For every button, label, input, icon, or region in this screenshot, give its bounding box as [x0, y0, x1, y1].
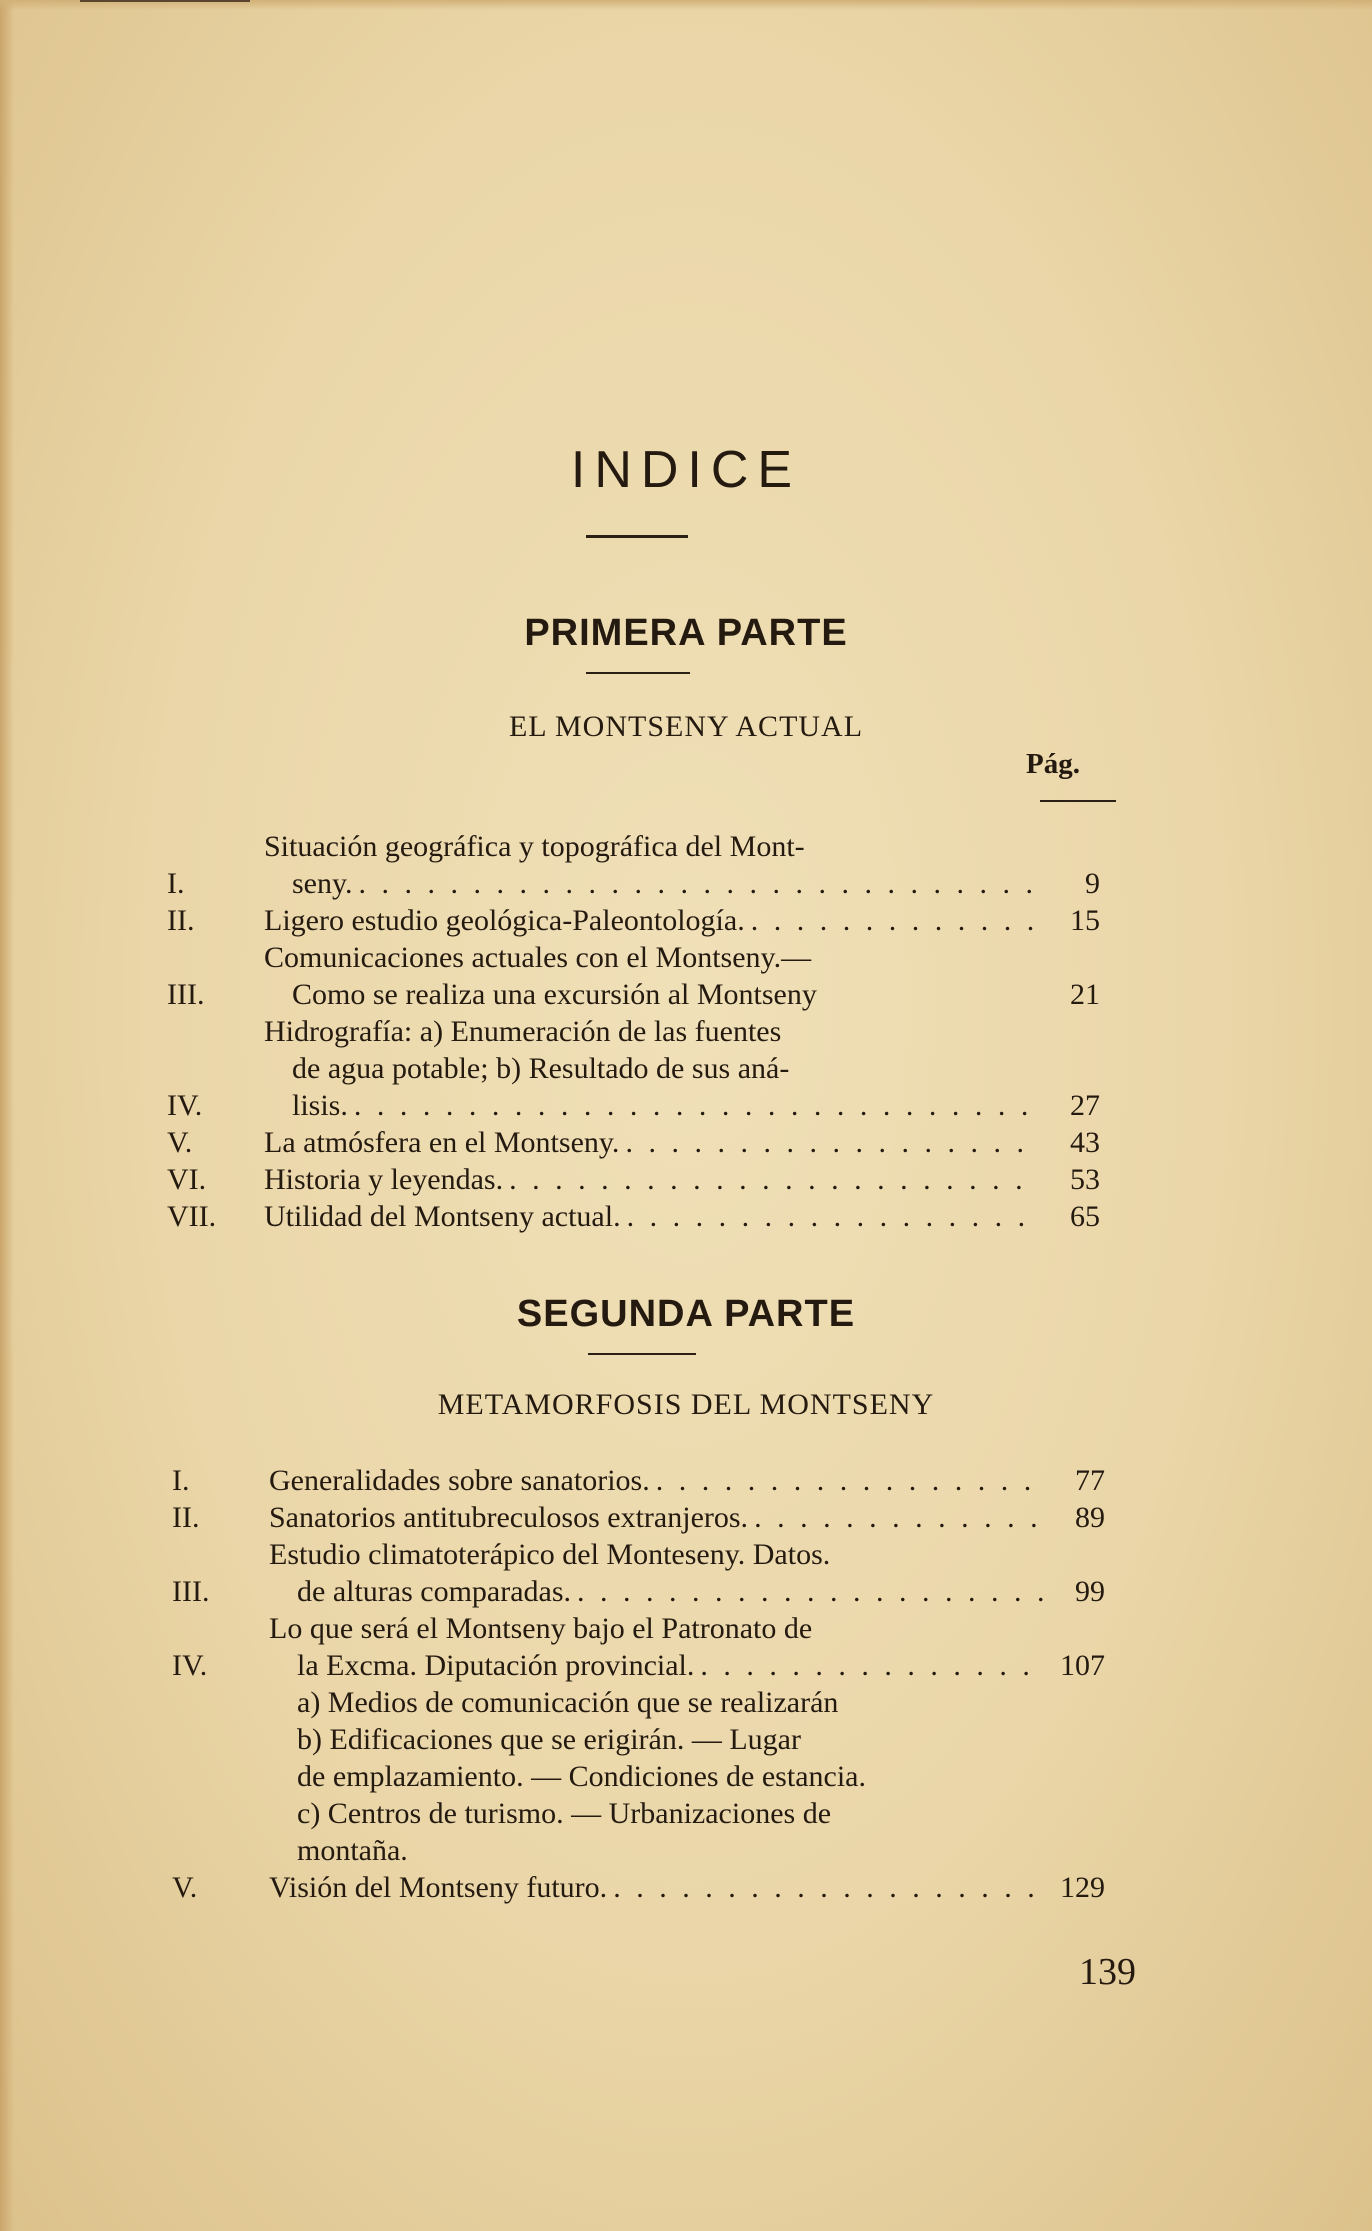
entry-text: Sanatorios antitubreculosos extranjeros. . . .	[269, 1499, 1045, 1536]
entry-number: IV.	[172, 1649, 208, 1682]
page-column-label: Pág.	[1026, 748, 1080, 780]
entry-page: 77	[1075, 1464, 1105, 1497]
entry-text: Historia y leyendas. . . .	[264, 1161, 1040, 1198]
entry-page: 99	[1075, 1575, 1105, 1608]
page-number: 139	[1079, 1951, 1136, 1993]
entry-text: Lo que será el Montseny bajo el Patronato de la Excma. Diputación provincial. . . .	[269, 1610, 1045, 1684]
toc-entry	[167, 902, 1100, 939]
part-two-subtitle: METAMORFOSIS DEL MONTSENY	[437, 1388, 935, 1421]
top-edge-mark	[80, 0, 250, 2]
part-one-rule	[586, 672, 690, 674]
toc-entry	[172, 1869, 1105, 1906]
entry-text: La atmósfera en el Montseny. . . .	[264, 1124, 1040, 1161]
entry-number: V.	[172, 1871, 198, 1904]
entry-page: 65	[1070, 1200, 1100, 1233]
title-rule	[586, 535, 688, 538]
entry-page: 43	[1070, 1126, 1100, 1159]
index-title: INDICE	[570, 441, 802, 499]
part-one-title: PRIMERA PARTE	[524, 612, 848, 654]
toc-part-two	[172, 1462, 1105, 1906]
entry-number: I.	[172, 1464, 190, 1497]
entry-page: 15	[1070, 904, 1100, 937]
entry-text: Ligero estudio geológica-Paleontología. . . .	[264, 902, 1040, 939]
toc-entry	[172, 1536, 1105, 1610]
entry-number: VII.	[167, 1200, 217, 1233]
entry-page: 9	[1085, 867, 1100, 900]
entry-page: 21	[1070, 978, 1100, 1011]
part-two-title: SEGUNDA PARTE	[516, 1293, 856, 1335]
toc-entry	[167, 1161, 1100, 1198]
toc-entry	[167, 939, 1100, 1013]
entry-number: II.	[167, 904, 195, 937]
entry-number: IV.	[167, 1089, 203, 1122]
entry-page: 89	[1075, 1501, 1105, 1534]
toc-entry	[167, 828, 1100, 902]
page-edge-shadow	[0, 0, 14, 2231]
entry-text: a) Medios de comunicación que se realizarán b) Edificaciones que se erigirán. — Lugar de emplazamiento. — Condiciones de estancia. c) Centros de turismo. — Urbanizaciones de montaña.	[297, 1686, 866, 1867]
toc-entry	[172, 1610, 1105, 1684]
toc-entry	[172, 1462, 1105, 1499]
toc-entry	[167, 1013, 1100, 1124]
entry-text: Utilidad del Montseny actual. . . .	[264, 1198, 1040, 1235]
entry-page: 53	[1070, 1163, 1100, 1196]
toc-entry	[167, 1124, 1100, 1161]
entry-page: 107	[1060, 1649, 1105, 1682]
entry-page: 129	[1060, 1871, 1105, 1904]
entry-number: VI.	[167, 1163, 207, 1196]
entry-text: Estudio climatoterápico del Monteseny. Datos. de alturas comparadas. . . .	[269, 1536, 1045, 1610]
entry-page: 27	[1070, 1089, 1100, 1122]
entry-number: II.	[172, 1501, 200, 1534]
entry-number: I.	[167, 867, 185, 900]
entry-number: III.	[167, 978, 205, 1011]
entry-text: Visión del Montseny futuro. . . .	[269, 1869, 1045, 1906]
entry-number: III.	[172, 1575, 210, 1608]
toc-subentries	[172, 1684, 1105, 1869]
part-one-subtitle: EL MONTSENY ACTUAL	[508, 710, 864, 743]
toc-part-one	[167, 828, 1100, 1235]
page-column-rule	[1040, 800, 1116, 802]
entry-text: Comunicaciones actuales con el Montseny.— Como se realiza una excursión al Montseny	[264, 941, 817, 1011]
toc-entry	[172, 1499, 1105, 1536]
entry-text: Hidrografía: a) Enumeración de las fuentes de agua potable; b) Resultado de sus aná- lisis. . . .	[264, 1013, 1040, 1124]
entry-number: V.	[167, 1126, 193, 1159]
part-two-rule	[588, 1353, 696, 1355]
toc-entry	[167, 1198, 1100, 1235]
entry-text: Situación geográfica y topográfica del Mont- seny. . . .	[264, 828, 1040, 902]
entry-text: Generalidades sobre sanatorios. . . .	[269, 1462, 1045, 1499]
